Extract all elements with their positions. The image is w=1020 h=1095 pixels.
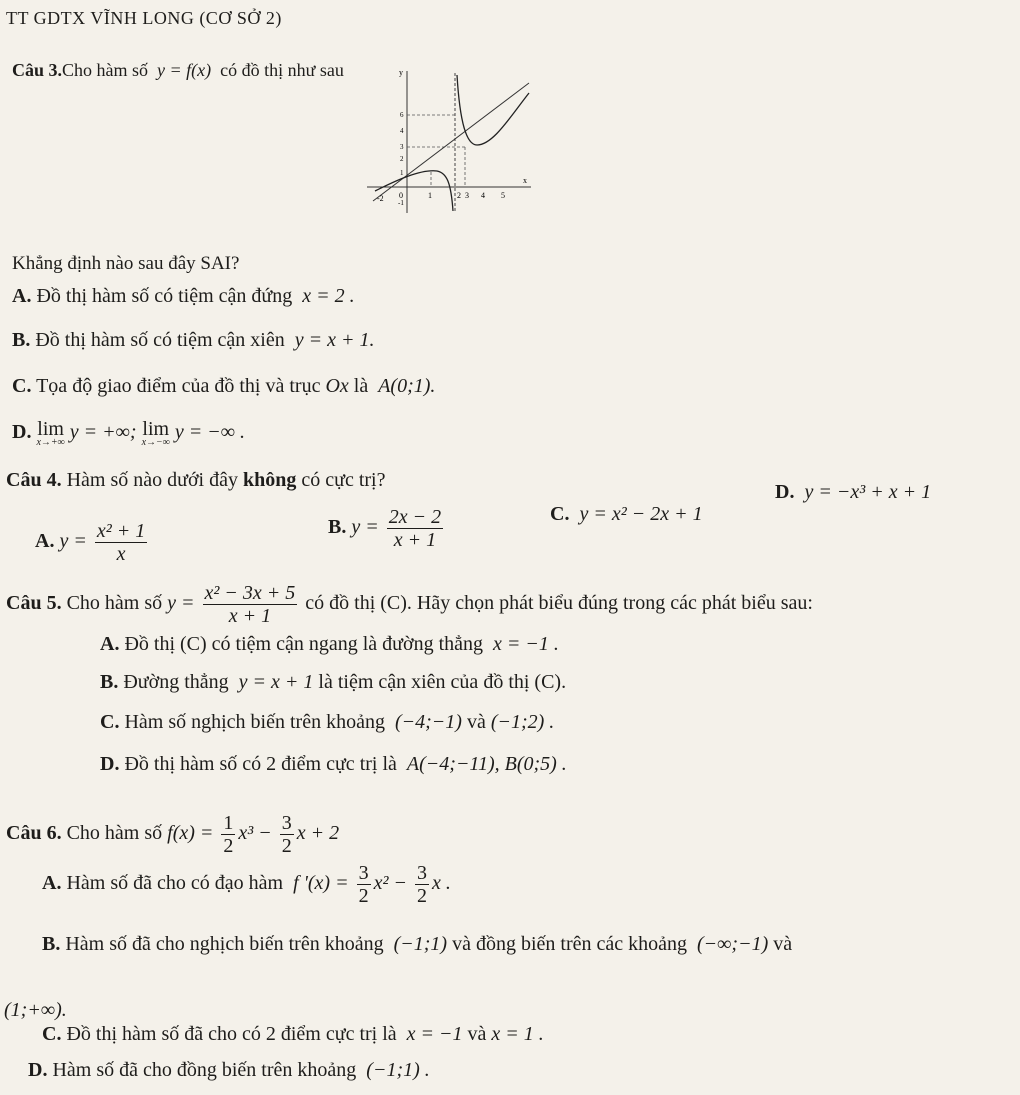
q3-option-b[interactable] xyxy=(12,328,374,352)
q4-option-b[interactable] xyxy=(328,506,446,551)
q5-d-label: D. xyxy=(100,753,120,775)
tick-origin: 0 xyxy=(399,191,403,200)
q3-b-text: Đồ thị hàm số có tiệm cận xiên xyxy=(35,329,285,351)
q5-a-label: A. xyxy=(100,633,120,655)
q3-b-label: B. xyxy=(12,329,31,351)
q6-c-va: và xyxy=(467,1023,487,1045)
q4-a-lhs: y = xyxy=(59,530,87,553)
q4-b-fraction: $\frac{2x - 2}{x + 1}$ xyxy=(388,506,442,551)
q6-a-label: A. xyxy=(42,872,62,895)
q4-b-lhs: y = xyxy=(351,516,379,539)
q3-a-math: x = 2 . xyxy=(302,285,355,307)
q5-c-label: C. xyxy=(100,711,120,733)
q3-intro: Cho hàm số xyxy=(62,60,149,80)
q4-c-label: C. xyxy=(550,503,570,525)
q6-b-label: B. xyxy=(42,933,61,955)
q6-label: Câu 6. xyxy=(6,822,62,845)
q5-a-text: Đồ thị (C) có tiệm cận ngang là đường thẳng xyxy=(124,633,484,655)
tick-y-4: 4 xyxy=(400,127,404,135)
q3-graph xyxy=(365,65,535,215)
q6-intro: Cho hàm số xyxy=(66,822,163,845)
q6-c-math2: x = 1 . xyxy=(491,1023,544,1045)
q6-option-b[interactable] xyxy=(42,932,792,956)
q4-text-before: Hàm số nào dưới đây xyxy=(66,469,238,491)
tick-y-2: 2 xyxy=(400,155,404,163)
q3-c-math: A(0;1). xyxy=(378,375,436,397)
q4-text-after: có cực trị? xyxy=(301,469,386,491)
q5-d-text: Đồ thị hàm số có 2 điểm cực trị là xyxy=(124,753,397,775)
q6-frac-2: $\frac{3}{2}$ xyxy=(281,812,292,857)
q6-option-d[interactable] xyxy=(28,1058,430,1082)
q3-option-d[interactable] xyxy=(12,420,245,448)
q5-b-text2: là tiệm cận xiên của đồ thị (C). xyxy=(318,671,567,693)
q4-c-math: y = x² − 2x + 1 xyxy=(579,503,703,525)
q5-c-math2: (−1;2) . xyxy=(490,711,555,733)
q6-c-label: C. xyxy=(42,1023,62,1045)
q3-d-label: D. xyxy=(12,421,32,443)
q5-stem xyxy=(6,582,813,627)
oblique-asymptote xyxy=(373,83,529,201)
q6-b-text2: và đồng biến trên các khoảng xyxy=(452,933,688,955)
q3-d-part1: y = +∞; xyxy=(69,421,137,443)
q3-a-text: Đồ thị hàm số có tiệm cận đứng xyxy=(36,285,293,307)
q3-stem xyxy=(12,58,344,82)
q5-b-math: y = x + 1 xyxy=(238,671,314,693)
q6-c-text: Đồ thị hàm số đã cho có 2 điểm cực trị là xyxy=(66,1023,397,1045)
tick-y-3: 3 xyxy=(400,143,404,151)
q6-a-text: Hàm số đã cho có đạo hàm xyxy=(66,872,284,895)
q4-bold: không xyxy=(242,469,297,491)
q6-a-lhs: f '(x) = xyxy=(293,872,349,895)
q3-func: y = f(x) xyxy=(157,60,212,80)
q6-b-math1: (−1;1) xyxy=(393,933,448,955)
q3-c-ox: Ox xyxy=(325,375,349,397)
q3-lim-neg: lim x→−∞ xyxy=(141,418,170,448)
q6-option-b-continued: (1;+∞). xyxy=(4,999,67,1021)
q3-c-text: Tọa độ giao điểm của đồ thị và trục xyxy=(36,375,321,397)
x-axis-label: x xyxy=(523,176,527,185)
q3-option-a[interactable] xyxy=(12,284,355,308)
q3-c-label: C. xyxy=(12,375,32,397)
q6-a-t1: x² − xyxy=(373,872,407,895)
q5-d-math: A(−4;−11), B(0;5) . xyxy=(406,753,567,775)
q4-d-math: y = −x³ + x + 1 xyxy=(804,481,932,503)
q6-f-t1: x³ − xyxy=(238,822,272,845)
q6-d-math: (−1;1) . xyxy=(366,1059,430,1081)
tick-x-3: 3 xyxy=(465,191,469,200)
q3-lim-pos: lim x→+∞ xyxy=(36,418,65,448)
q6-a-frac-2: $\frac{3}{2}$ xyxy=(416,862,427,907)
q5-label: Câu 5. xyxy=(6,592,62,615)
q5-option-d[interactable] xyxy=(100,752,567,776)
q6-b-va: và xyxy=(773,933,793,955)
q6-d-text: Hàm số đã cho đồng biến trên khoảng xyxy=(52,1059,357,1081)
q5-option-a[interactable] xyxy=(100,632,559,656)
q3-c-la: là xyxy=(353,375,369,397)
tick-x-neg2: -2 xyxy=(377,194,384,203)
tick-y-6: 6 xyxy=(400,111,404,119)
q5-c-text: Hàm số nghịch biến trên khoảng xyxy=(124,711,385,733)
tick-y-1: 1 xyxy=(400,169,404,177)
q4-d-label: D. xyxy=(775,481,795,503)
q4-b-label: B. xyxy=(328,516,347,539)
y-axis-label: y xyxy=(399,68,403,77)
q6-c-math1: x = −1 xyxy=(406,1023,463,1045)
q5-c-va: và xyxy=(466,711,486,733)
q4-option-d[interactable] xyxy=(775,480,931,504)
q3-label: Câu 3. xyxy=(12,60,63,80)
q5-lhs: y = xyxy=(167,592,195,615)
tick-x-4: 4 xyxy=(481,191,485,200)
q4-option-a[interactable] xyxy=(35,520,150,565)
q5-option-b[interactable] xyxy=(100,670,566,694)
q5-a-math: x = −1 . xyxy=(493,633,559,655)
q5-fraction: $\frac{\text{x² − 3x + 5}}{x + 1}$ xyxy=(204,582,296,627)
q3-a-label: A. xyxy=(12,285,32,307)
school-header: TT GDTX VĨNH LONG (CƠ SỞ 2) xyxy=(6,8,282,28)
q4-label: Câu 4. xyxy=(6,469,62,491)
q5-option-c[interactable] xyxy=(100,710,554,734)
q4-option-c[interactable] xyxy=(550,502,703,526)
q6-stem xyxy=(6,812,339,857)
q3-b-math: y = x + 1. xyxy=(294,329,375,351)
q6-f-t2: x + 2 xyxy=(296,822,340,845)
q3-intro-end: có đồ thị như sau xyxy=(220,60,344,80)
q6-b-math2: (−∞;−1) xyxy=(697,933,769,955)
q6-b-text: Hàm số đã cho nghịch biến trên khoảng xyxy=(65,933,384,955)
q4-a-label: A. xyxy=(35,530,55,553)
q5-b-label: B. xyxy=(100,671,119,693)
q3-d-part2: y = −∞ . xyxy=(174,421,246,443)
tick-x-1: 1 xyxy=(428,191,432,200)
q5-after: có đồ thị (C). Hãy chọn phát biểu đúng trong các phát biểu sau: xyxy=(305,592,813,615)
q6-a-t2: x . xyxy=(431,872,451,895)
tick-x-2: 2 xyxy=(457,191,461,200)
q5-c-math: (−4;−1) xyxy=(394,711,462,733)
q6-a-frac-1: $\frac{3}{2}$ xyxy=(358,862,369,907)
q3-question: Khẳng định nào sau đây SAI? xyxy=(12,253,240,274)
q6-d-label: D. xyxy=(28,1059,48,1081)
q6-option-a[interactable] xyxy=(42,862,451,907)
tick-x-5: 5 xyxy=(501,191,505,200)
q6-frac-1: $\frac{1}{2}$ xyxy=(223,812,234,857)
q6-option-c[interactable] xyxy=(42,1022,544,1046)
q4-stem xyxy=(6,468,385,492)
q6-f-lhs: f(x) = xyxy=(167,822,214,845)
tick-y-neg1: -1 xyxy=(398,199,404,207)
q5-b-text: Đường thẳng xyxy=(123,671,229,693)
q3-option-c[interactable] xyxy=(12,374,435,398)
q4-a-fraction: $\frac{\text{x² + 1}}{x}$ xyxy=(96,520,146,565)
q5-intro: Cho hàm số xyxy=(66,592,163,615)
